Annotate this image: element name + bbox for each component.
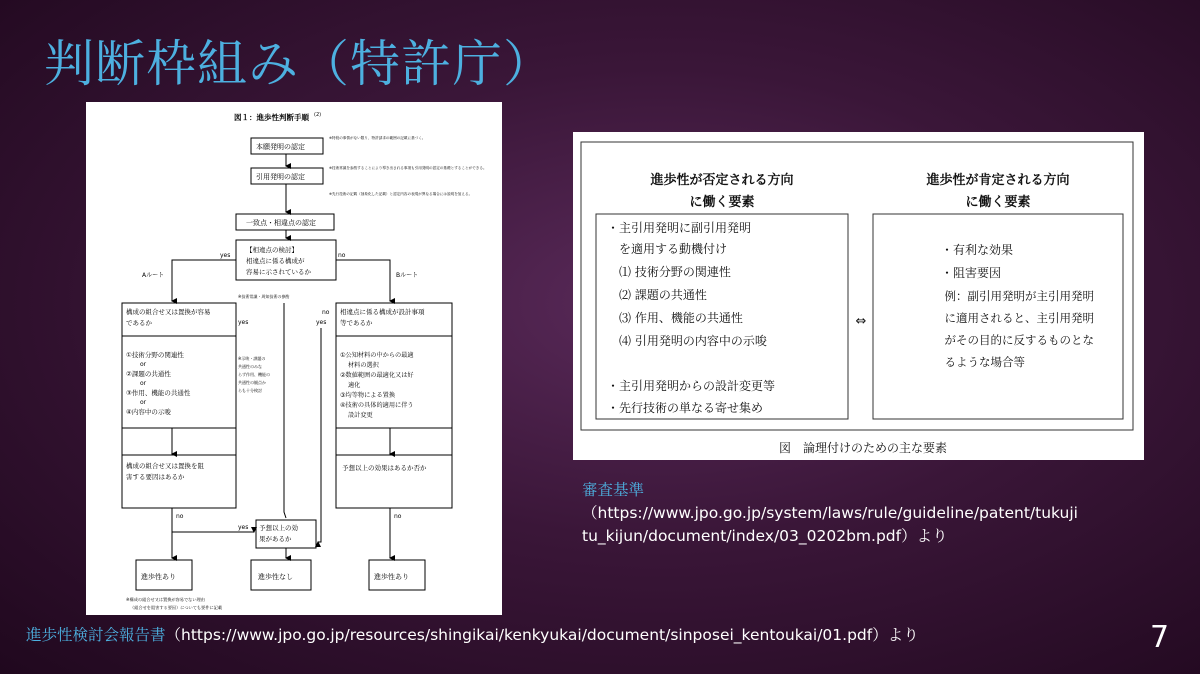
label-yes-b: yes <box>316 319 327 326</box>
label-no-b2: no <box>394 513 402 520</box>
box-a-list-5: or <box>140 399 147 406</box>
box-b-list-6: 設計変更 <box>348 412 373 419</box>
label-no-b: no <box>322 309 330 316</box>
ref-report-label: 進歩性検討会報告書 <box>26 626 166 644</box>
box-itchi: 一致点・相違点の認定 <box>246 219 316 227</box>
ref-report-link[interactable]: （https://www.jpo.go.jp/resources/shingikai/kenkyukai/document/sinposei_kentoukai/01.pdf）より <box>165 626 919 644</box>
result-no: 進歩性なし <box>258 573 293 581</box>
box-soui-3: 容易に示されているか <box>246 268 311 276</box>
note-inyo-2: ※先行技術の記載（抽象化した記載）と認定内容の表現が異なる場合には説明を加える。 <box>329 192 473 196</box>
left-item-2: ⑴ 技術分野の関連性 <box>607 265 731 279</box>
box-b-top-1: 相違点に係る構成が設計事項 <box>340 308 425 316</box>
box-b-top-2: 等であるか <box>340 319 373 327</box>
box-a-list-3: or <box>140 380 147 387</box>
box-b-list-4: ③均等物による置換 <box>340 392 396 399</box>
left-item-3: ⑵ 課題の共通性 <box>607 288 707 302</box>
label-yes-top: yes <box>220 252 231 259</box>
box-a-list-2: ②課題の共通性 <box>126 370 171 378</box>
label-no-a: no <box>176 513 184 520</box>
right-item-0: ・有利な効果 <box>941 243 1014 257</box>
box-b-list-2: ②数値範囲の最適化又は好 <box>340 372 414 379</box>
ref-examination-link[interactable]: （https://www.jpo.go.jp/system/laws/rule/guideline/patent/tukuji tu_kijun/document/index/03_0202bm.pdf）より <box>582 504 1078 545</box>
left-item-4: ⑶ 作用、機能の共通性 <box>607 311 743 325</box>
box-a-top-2: であるか <box>126 319 152 327</box>
box-inyo: 引用発明の認定 <box>256 173 305 181</box>
footnote-1: ※構成の組合せ又は置換が容易でない理由 <box>126 597 205 602</box>
right-item-3: に適用されると、主引用発明 <box>933 311 1094 325</box>
table-caption: 図 論理付けのための主な要素 <box>778 441 948 455</box>
route-b: Bルート <box>396 272 419 279</box>
slide-title: 判断枠組み（特許庁） <box>44 35 554 93</box>
box-soui-2: 相違点に係る構成が <box>246 257 305 265</box>
left-item-7: ・主引用発明からの設計変更等 <box>607 379 776 393</box>
note-center-0: ※示唆・課題の <box>238 356 266 361</box>
left-item-5: ⑷ 引用発明の内容中の示唆 <box>607 334 767 348</box>
right-item-1: ・阻害要因 <box>941 266 1002 280</box>
box-b-list-3: 適化 <box>348 382 361 389</box>
left-item-0: ・主引用発明に副引用発明 <box>607 221 752 235</box>
flowchart-figure <box>86 102 502 615</box>
box-a-list-6: ④内容中の示唆 <box>126 408 171 416</box>
box-b-list-0: ①公知材料の中からの最適 <box>340 352 414 359</box>
label-no-top: no <box>338 252 346 259</box>
box-effect-1: 予想以上の効 <box>259 524 298 532</box>
box-a-bot-2: 害する要因はあるか <box>126 473 185 481</box>
left-header-2: に働く要素 <box>689 195 755 210</box>
ref-examination <box>582 479 1182 548</box>
box-a-list-1: or <box>140 361 147 368</box>
result-yes-a: 進歩性あり <box>141 573 176 581</box>
route-a: Aルート <box>142 272 165 279</box>
flow-fig-sup: (2) <box>314 112 322 118</box>
ref-report <box>26 623 919 645</box>
box-b-bot: 予想以上の効果はあるか否か <box>342 464 427 472</box>
right-item-4: がその目的に反するものとな <box>933 333 1094 347</box>
box-b-list-5: ④技術の具体的適用に伴う <box>340 402 414 409</box>
note-honkan: ※特段の事情がない限り、特許請求の範囲の記載に基づく。 <box>329 136 426 140</box>
box-a-list-4: ③作用、機能の共通性 <box>126 389 191 397</box>
right-item-2: 例：副引用発明が主引用発明 <box>933 289 1094 303</box>
note-center-4: らも十分検討 <box>238 388 262 393</box>
box-soui-1: 【相違点の検討】 <box>246 246 298 254</box>
flow-fig-title: 図１：進歩性判断手順 <box>234 113 309 122</box>
box-a-list-0: ①技術分野の関連性 <box>126 351 184 359</box>
right-header-1: 進歩性が肯定される方向 <box>926 173 1070 188</box>
box-effect-2: 果があるか <box>259 535 292 543</box>
note-center-2: らず作用、機能の <box>238 372 270 377</box>
label-yes-a: yes <box>238 319 249 326</box>
table-figure <box>573 132 1144 460</box>
note-center-3: 共通性の観点か <box>238 380 266 385</box>
label-yes-a2: yes <box>238 524 249 531</box>
left-item-1: を適用する動機付け <box>607 242 728 256</box>
box-a-top-1: 構成の組合せ又は置換が容易 <box>126 308 211 316</box>
note-center-1: 共通性のみな <box>238 364 262 369</box>
result-yes-b: 進歩性あり <box>374 573 409 581</box>
right-header-2: に働く要素 <box>965 195 1031 210</box>
note-middle: ※技術常識・周知技術の参酌 <box>238 294 290 299</box>
right-item-5: るような場合等 <box>933 355 1025 369</box>
box-a-bot-1: 構成の組合せ又は置換を阻 <box>126 462 204 470</box>
box-honkan: 本願発明の認定 <box>256 143 305 151</box>
left-header-1: 進歩性が否定される方向 <box>650 173 794 188</box>
box-b-list-1: 材料の選択 <box>348 362 379 369</box>
ref-examination-label: 審査基準 <box>582 481 645 499</box>
footnote-2: （組合せを阻害する要因）についても要件に記載 <box>130 605 223 610</box>
note-inyo-1: ※技術常識を参酌することにより導き出される事項も引用発明の認定の基礎とすることができる。 <box>329 166 487 170</box>
arrow-both-icon: ⇔ <box>855 314 867 329</box>
left-item-8: ・先行技術の単なる寄せ集め <box>607 401 764 415</box>
page-number: 7 <box>1150 620 1170 655</box>
